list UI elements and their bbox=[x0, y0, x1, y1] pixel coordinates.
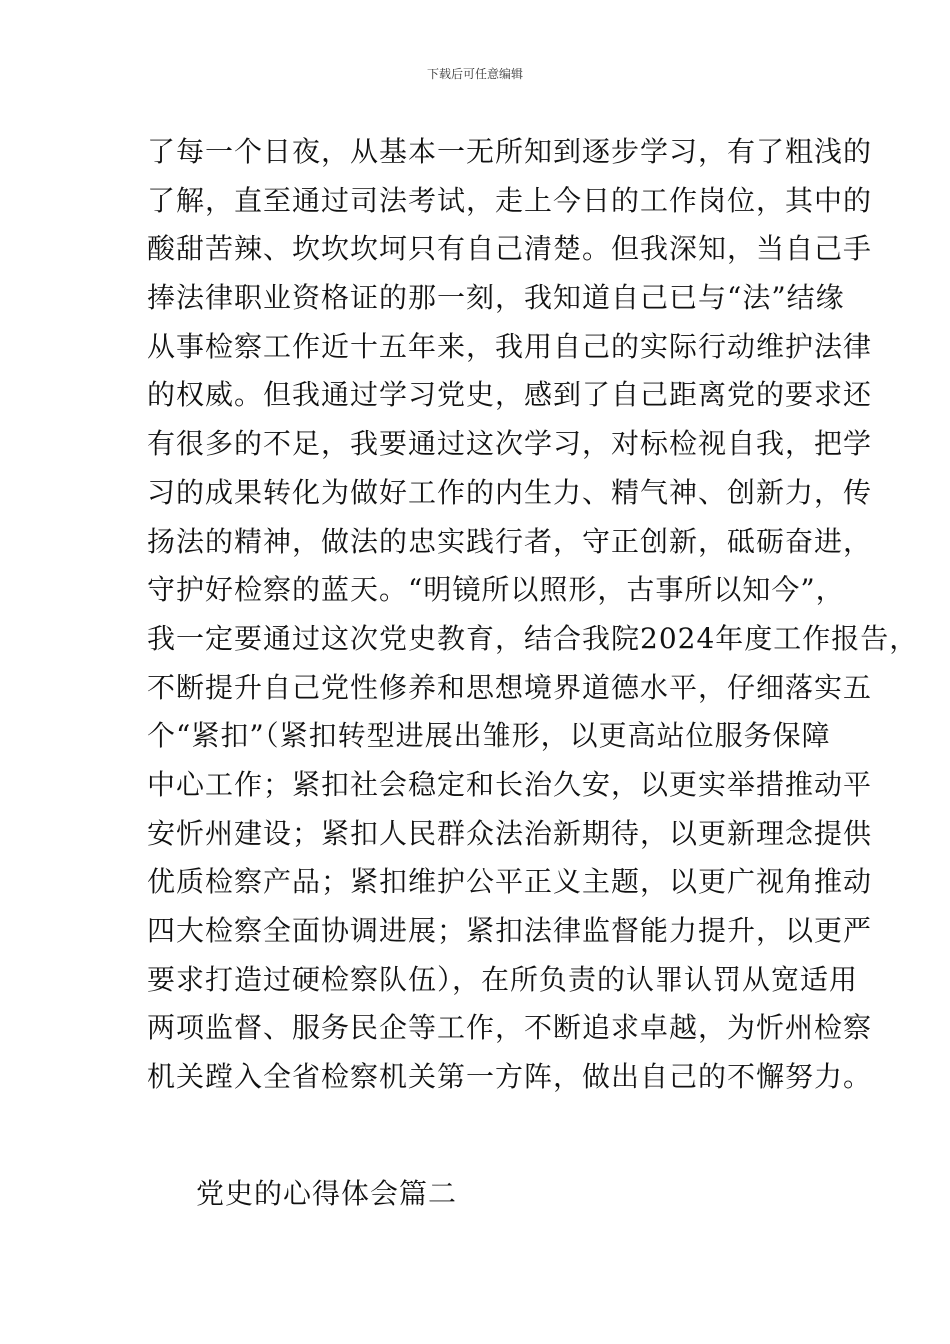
text-line: 要求打造过硬检察队伍），在所负责的认罪认罚从宽适用 bbox=[147, 962, 859, 996]
page-header-note: 下载后可任意编辑 bbox=[426, 67, 523, 81]
text-line: 两项监督、服务民企等工作，不断追求卓越，为忻州检察 bbox=[147, 1011, 873, 1045]
text-line: 了每一个日夜，从基本一无所知到逐步学习，有了粗浅的 bbox=[147, 135, 873, 168]
text-line: 习的成果转化为做好工作的内生力、精气神、创新力，传 bbox=[147, 475, 873, 509]
body-paragraph bbox=[147, 128, 919, 1102]
text-line: 优质检察产品；紧扣维护公平正义主题，以更广视角推动 bbox=[147, 865, 873, 899]
text-line: 了解，直至通过司法考试，走上今日的工作岗位，其中的 bbox=[147, 183, 873, 217]
text-line: 四大检察全面协调进展；紧扣法律监督能力提升，以更严 bbox=[147, 914, 873, 947]
text-line: 我一定要通过这次党史教育，结合我院2024年度工作报告， bbox=[147, 621, 919, 655]
text-line: 酸甜苦辣、坎坎坎坷只有自己清楚。但我深知，当自己手 bbox=[147, 232, 873, 266]
text-line: 的权威。但我通过学习党史，感到了自己距离党的要求还 bbox=[147, 378, 873, 412]
section-heading: 党史的心得体会篇二 bbox=[196, 1177, 458, 1210]
text-line: 机关蹚入全省检察机关第一方阵，做出自己的不懈努力。 bbox=[147, 1060, 873, 1094]
text-line: 不断提升自己党性修养和思想境界道德水平，仔细落实五 bbox=[147, 670, 873, 704]
text-line: 中心工作；紧扣社会稳定和长治久安，以更实举措推动平 bbox=[147, 767, 873, 801]
text-line: 有很多的不足，我要通过这次学习，对标检视自我，把学 bbox=[147, 427, 873, 461]
text-line: 捧法律职业资格证的那一刻，我知道自己已与“法”结缘 bbox=[147, 281, 845, 315]
text-line: 从事检察工作近十五年来，我用自己的实际行动维护法律 bbox=[147, 329, 873, 363]
text-line: 守护好检察的蓝天。“明镜所以照形，古事所以知今”， bbox=[147, 573, 845, 607]
text-line: 安忻州建设；紧扣人民群众法治新期待，以更新理念提供 bbox=[147, 816, 873, 850]
text-line: 个“紧扣”（紧扣转型进展出雏形，以更高站位服务保障 bbox=[147, 719, 831, 753]
text-line: 扬法的精神，做法的忠实践行者，守正创新，砥砺奋进， bbox=[147, 524, 873, 558]
